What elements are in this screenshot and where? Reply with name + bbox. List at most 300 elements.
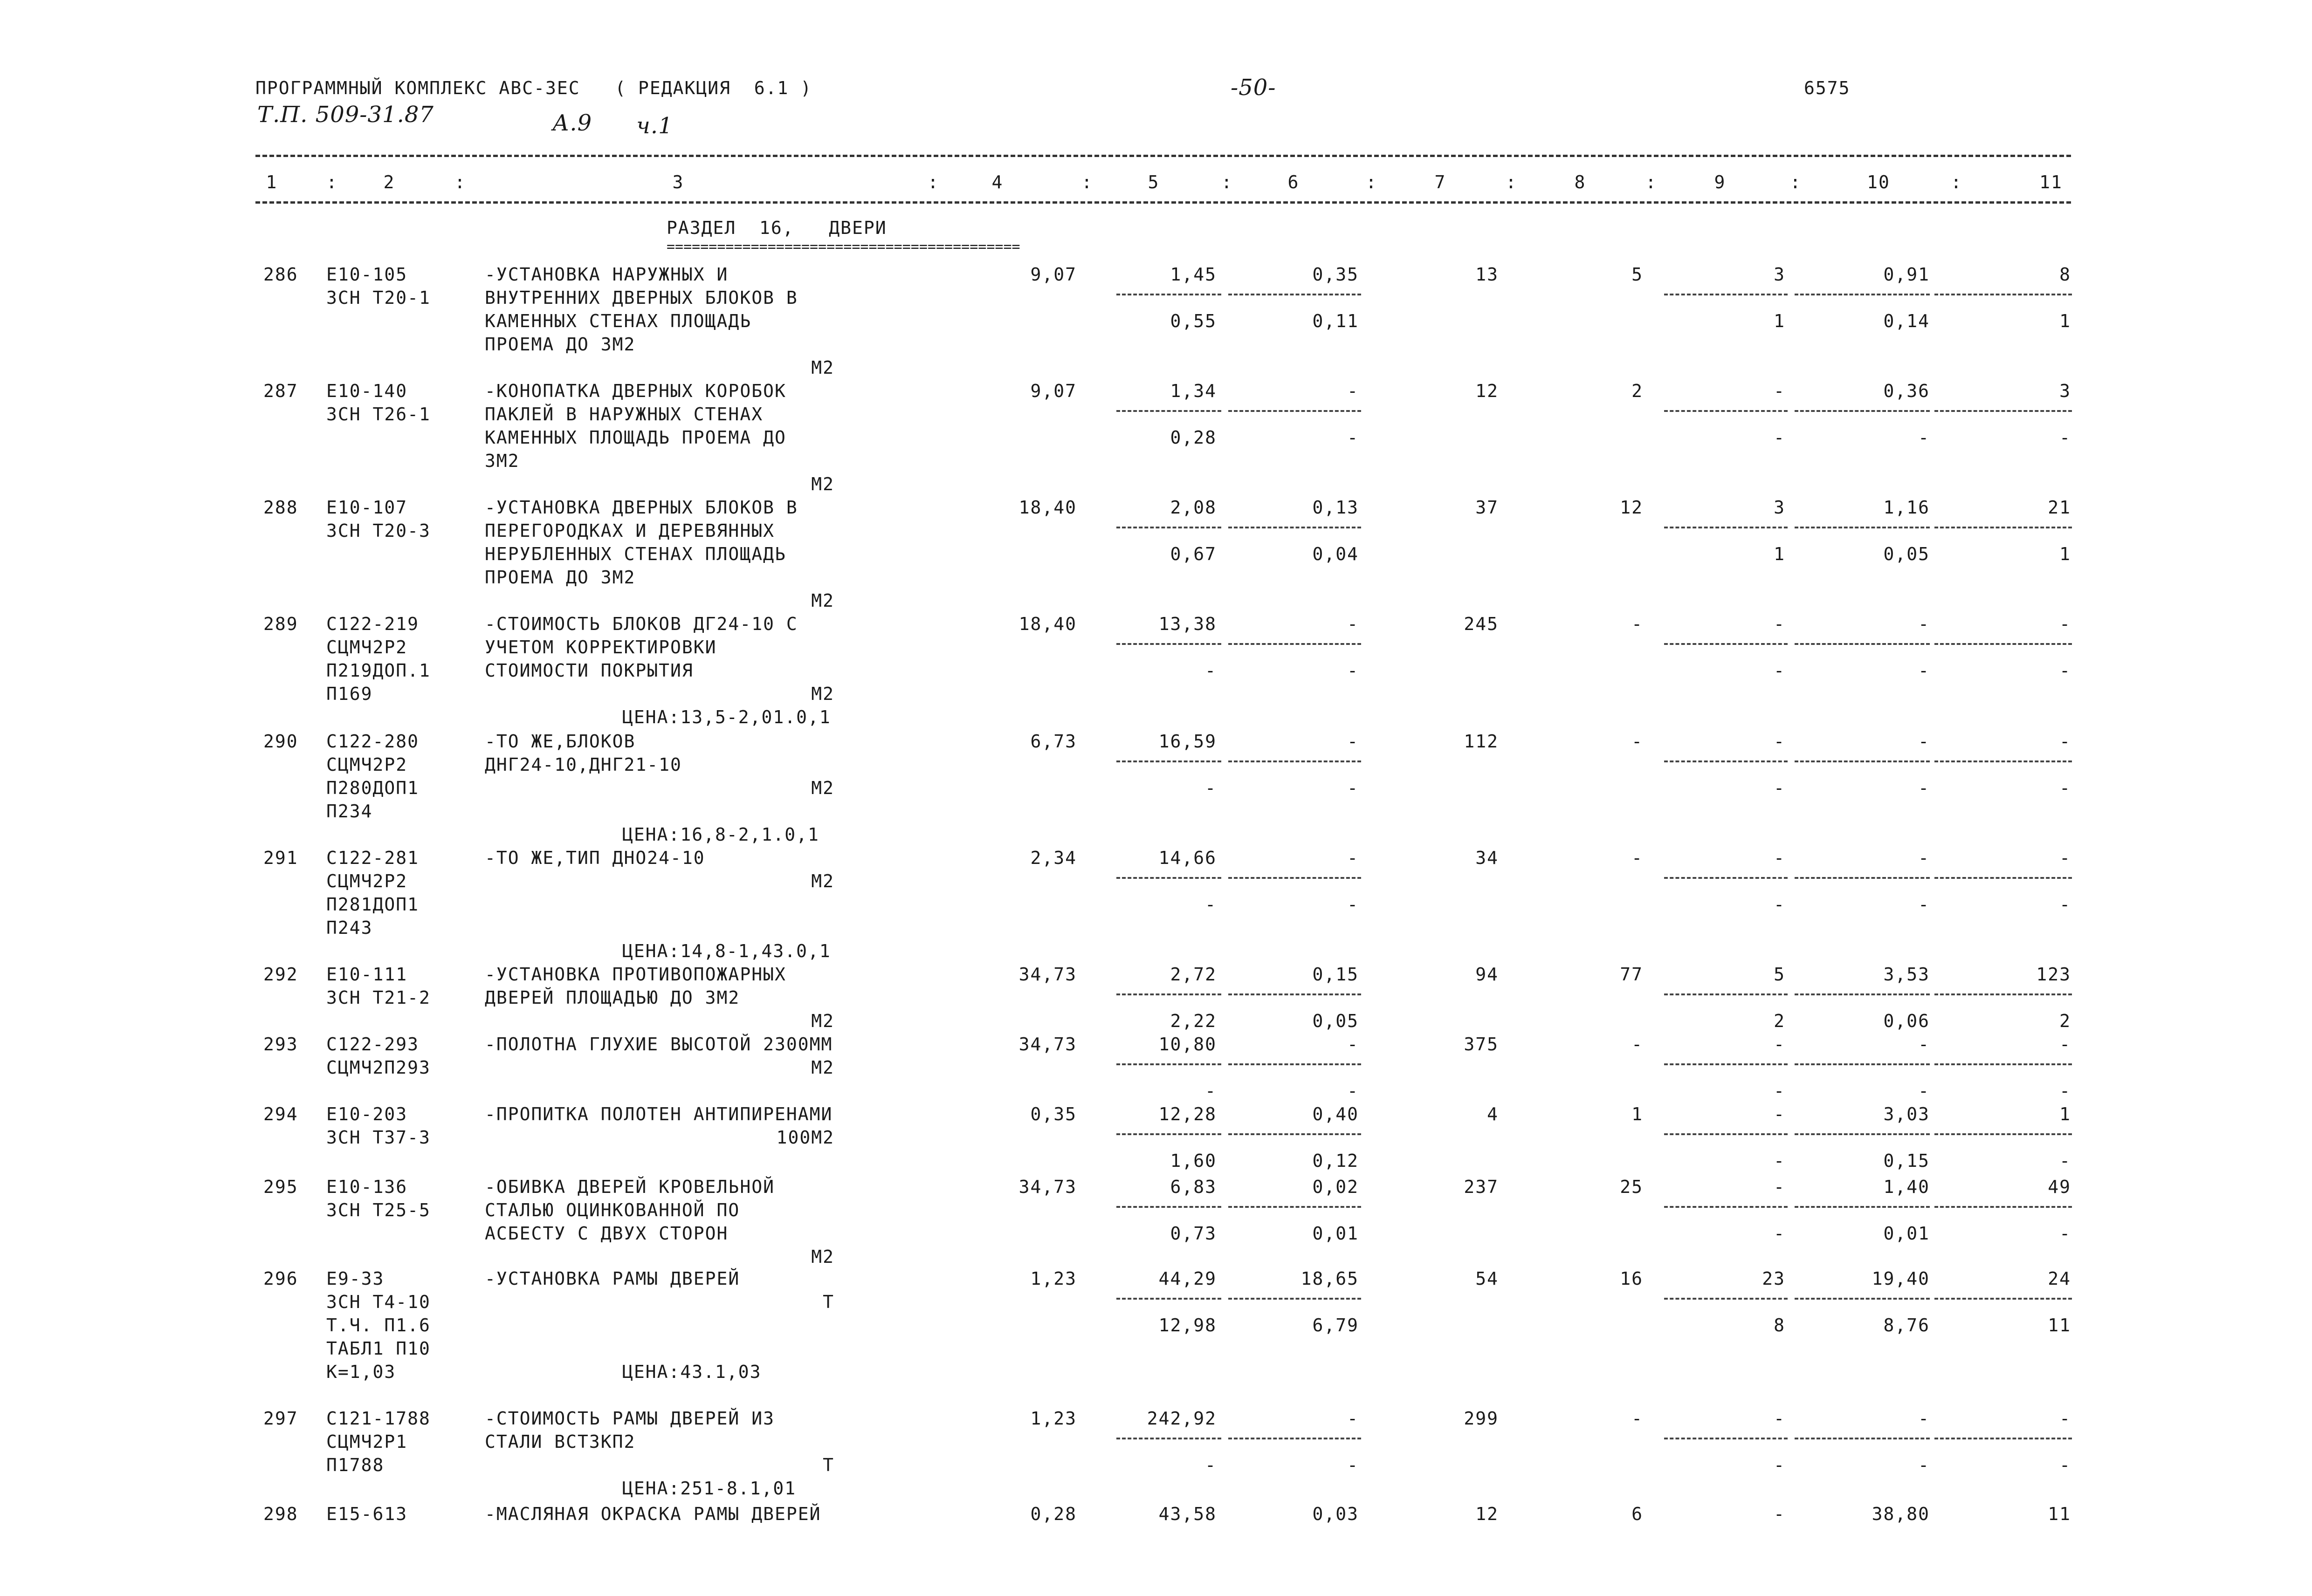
value-c6-top: 0,03 <box>1312 1504 1359 1524</box>
value-c7: 34 <box>1475 848 1499 868</box>
value-c9-bottom: 1 <box>1774 311 1785 331</box>
fraction-rule <box>1795 1298 1930 1300</box>
value-c9-bottom: - <box>1774 427 1785 448</box>
value-c6-top: - <box>1347 614 1359 634</box>
fraction-rule <box>1116 1133 1221 1135</box>
row-number: 288 <box>263 497 298 518</box>
value-c10-top: 3,03 <box>1883 1104 1930 1124</box>
fraction-rule <box>1934 1298 2072 1300</box>
value-c5-top: 6,83 <box>1170 1177 1217 1197</box>
fraction-rule <box>1228 643 1361 645</box>
fraction-rule <box>1116 1063 1221 1065</box>
value-c9-top: 3 <box>1774 497 1785 518</box>
work-description: ВНУТРЕННИХ ДВЕРНЫХ БЛОКОВ В <box>485 288 798 308</box>
value-c8: 12 <box>1620 497 1643 518</box>
value-c11-top: 11 <box>2048 1504 2071 1524</box>
norm-code: П219ДОП.1 <box>326 660 431 681</box>
norm-code: П243 <box>326 918 373 938</box>
value-c10-top: - <box>1918 848 1930 868</box>
fraction-rule <box>1795 1438 1930 1439</box>
fraction-rule <box>1795 1133 1930 1135</box>
work-description: КАМЕННЫХ ПЛОЩАДЬ ПРОЕМА ДО <box>485 427 786 448</box>
fraction-rule <box>1934 1133 2072 1135</box>
norm-code: ЗСН Т21-2 <box>326 987 431 1008</box>
fraction-rule <box>1228 1063 1361 1065</box>
fraction-rule <box>1795 527 1930 528</box>
unit-of-measure: М2 <box>811 1057 834 1078</box>
unit-of-measure: 100М2 <box>776 1127 834 1148</box>
fraction-rule <box>1795 410 1930 412</box>
section-title: РАЗДЕЛ 16, ДВЕРИ <box>667 218 887 238</box>
norm-code: Е10-136 <box>326 1177 408 1197</box>
unit-of-measure: М2 <box>811 871 834 891</box>
value-c11-top: 8 <box>2059 264 2071 285</box>
fraction-rule <box>1228 294 1361 295</box>
value-c6-bottom: - <box>1347 427 1359 448</box>
column-number: 5 <box>1148 172 1160 192</box>
value-c8: - <box>1631 848 1643 868</box>
column-separator: : <box>1506 172 1517 192</box>
norm-code: СЦМЧ2П293 <box>326 1057 431 1078</box>
column-separator: : <box>1951 172 1962 192</box>
value-c4: 34,73 <box>1018 1034 1077 1055</box>
value-c10-bottom: 0,14 <box>1883 311 1930 331</box>
fraction-rule <box>1934 294 2072 295</box>
fraction-rule <box>1664 410 1788 412</box>
value-c6-bottom: 0,04 <box>1312 544 1359 564</box>
unit-of-measure: М2 <box>811 778 834 798</box>
fraction-rule <box>1934 993 2072 995</box>
work-description: -МАСЛЯНАЯ ОКРАСКА РАМЫ ДВЕРЕЙ <box>485 1504 821 1524</box>
fraction-rule <box>1795 1206 1930 1208</box>
value-c6-bottom: - <box>1347 660 1359 681</box>
fraction-rule <box>1116 643 1221 645</box>
norm-code: ЗСН Т4-10 <box>326 1292 431 1312</box>
unit-of-measure: М2 <box>811 1247 834 1267</box>
fraction-rule <box>1795 993 1930 995</box>
value-c11-bottom: - <box>2059 427 2071 448</box>
value-c5-top: 2,08 <box>1170 497 1217 518</box>
value-c8: 25 <box>1620 1177 1643 1197</box>
value-c8: 6 <box>1631 1504 1643 1524</box>
work-description: СТОИМОСТИ ПОКРЫТИЯ <box>485 660 694 681</box>
value-c10-bottom: - <box>1918 660 1930 681</box>
value-c6-bottom: - <box>1347 1081 1359 1101</box>
value-c10-top: 0,36 <box>1883 381 1930 401</box>
work-description: -УСТАНОВКА НАРУЖНЫХ И <box>485 264 729 285</box>
value-c11-top: - <box>2059 1034 2071 1055</box>
fraction-rule <box>1664 877 1788 879</box>
value-c11-top: 1 <box>2059 1104 2071 1124</box>
work-description: 3М2 <box>485 451 520 471</box>
work-description: ПАКЛЕЙ В НАРУЖНЫХ СТЕНАХ <box>485 404 764 425</box>
value-c9-top: - <box>1774 1177 1785 1197</box>
value-c5-top: 1,45 <box>1170 264 1217 285</box>
value-c8: 1 <box>1631 1104 1643 1124</box>
value-c5-bottom: - <box>1205 660 1217 681</box>
row-number: 296 <box>263 1268 298 1289</box>
norm-code: Е9-33 <box>326 1268 385 1289</box>
price-formula: ЦЕНА:43.1,03 <box>622 1362 762 1382</box>
value-c9-top: 5 <box>1774 964 1785 985</box>
value-c6-bottom: 6,79 <box>1312 1315 1359 1336</box>
value-c9-bottom: 8 <box>1774 1315 1785 1336</box>
norm-code: К=1,03 <box>326 1362 396 1382</box>
value-c9-bottom: - <box>1774 1455 1785 1475</box>
norm-code: Т.Ч. П1.6 <box>326 1315 431 1336</box>
work-description: -ТО ЖЕ,ТИП ДНО24-10 <box>485 848 705 868</box>
work-description: КАМЕННЫХ СТЕНАХ ПЛОЩАДЬ <box>485 311 752 331</box>
column-number: 7 <box>1434 172 1446 192</box>
value-c6-bottom: 0,01 <box>1312 1223 1359 1244</box>
value-c4: 34,73 <box>1018 1177 1077 1197</box>
value-c10-top: - <box>1918 1408 1930 1429</box>
row-number: 295 <box>263 1177 298 1197</box>
value-c9-top: - <box>1774 1104 1785 1124</box>
norm-code: Е10-107 <box>326 497 408 518</box>
value-c5-top: 10,80 <box>1158 1034 1217 1055</box>
value-c10-top: 19,40 <box>1872 1268 1930 1289</box>
value-c6-top: - <box>1347 381 1359 401</box>
value-c11-bottom: - <box>2059 1455 2071 1475</box>
value-c5-bottom: - <box>1205 1455 1217 1475</box>
value-c11-bottom: 2 <box>2059 1011 2071 1031</box>
value-c8: 2 <box>1631 381 1643 401</box>
row-number: 292 <box>263 964 298 985</box>
value-c8: 5 <box>1631 264 1643 285</box>
value-c9-top: - <box>1774 848 1785 868</box>
value-c9-top: - <box>1774 614 1785 634</box>
column-separator: : <box>1221 172 1233 192</box>
column-number: 11 <box>2039 172 2063 192</box>
value-c9-top: - <box>1774 381 1785 401</box>
fraction-rule <box>1934 1206 2072 1208</box>
norm-code: Е10-105 <box>326 264 408 285</box>
work-description: ДВЕРЕЙ ПЛОЩАДЬЮ ДО 3М2 <box>485 987 740 1008</box>
unit-of-measure: Т <box>823 1455 834 1475</box>
value-c6-top: 0,13 <box>1312 497 1359 518</box>
value-c5-bottom: 1,60 <box>1170 1151 1217 1171</box>
value-c10-bottom: 8,76 <box>1883 1315 1930 1336</box>
work-description: АСБЕСТУ С ДВУХ СТОРОН <box>485 1223 729 1244</box>
work-description: -КОНОПАТКА ДВЕРНЫХ КОРОБОК <box>485 381 786 401</box>
work-description: -СТОИМОСТЬ БЛОКОВ ДГ24-10 С <box>485 614 798 634</box>
value-c10-top: 1,40 <box>1883 1177 1930 1197</box>
work-description: ДНГ24-10,ДНГ21-10 <box>485 754 682 775</box>
value-c9-bottom: 2 <box>1774 1011 1785 1031</box>
value-c5-bottom: 0,67 <box>1170 544 1217 564</box>
page-number: -50- <box>1231 75 1276 101</box>
value-c5-bottom: 12,98 <box>1158 1315 1217 1336</box>
fraction-rule <box>1664 1298 1788 1300</box>
value-c6-bottom: - <box>1347 894 1359 915</box>
value-c5-bottom: 2,22 <box>1170 1011 1217 1031</box>
column-separator: : <box>1645 172 1657 192</box>
fraction-rule <box>1116 527 1221 528</box>
value-c11-bottom: 1 <box>2059 544 2071 564</box>
value-c11-top: 123 <box>2036 964 2071 985</box>
value-c8: 77 <box>1620 964 1643 985</box>
value-c9-bottom: 1 <box>1774 544 1785 564</box>
work-description: ПРОЕМА ДО 3М2 <box>485 334 636 355</box>
value-c9-bottom: - <box>1774 1151 1785 1171</box>
fraction-rule <box>1934 1438 2072 1439</box>
fraction-rule <box>1116 410 1221 412</box>
value-c9-bottom: - <box>1774 1081 1785 1101</box>
project-id: Т.П. 509-31.87 <box>257 102 434 128</box>
fraction-rule <box>1228 527 1361 528</box>
fraction-rule <box>1934 643 2072 645</box>
column-number: 9 <box>1714 172 1726 192</box>
work-description: -ПОЛОТНА ГЛУХИЕ ВЫСОТОЙ 2300ММ <box>485 1034 833 1055</box>
fraction-rule <box>1795 760 1930 762</box>
value-c9-top: 3 <box>1774 264 1785 285</box>
value-c4: 0,35 <box>1030 1104 1077 1124</box>
value-c10-top: 38,80 <box>1872 1504 1930 1524</box>
value-c9-top: - <box>1774 1504 1785 1524</box>
work-description: НЕРУБЛЕННЫХ СТЕНАХ ПЛОЩАДЬ <box>485 544 786 564</box>
value-c10-bottom: - <box>1918 1081 1930 1101</box>
row-number: 287 <box>263 381 298 401</box>
value-c6-top: - <box>1347 1408 1359 1429</box>
value-c9-top: - <box>1774 1408 1785 1429</box>
fraction-rule <box>1228 877 1361 879</box>
value-c9-bottom: - <box>1774 660 1785 681</box>
value-c7: 299 <box>1464 1408 1499 1429</box>
unit-of-measure: М2 <box>811 684 834 704</box>
value-c8: - <box>1631 731 1643 752</box>
value-c5-top: 242,92 <box>1147 1408 1217 1429</box>
unit-of-measure: М2 <box>811 474 834 494</box>
value-c9-top: - <box>1774 1034 1785 1055</box>
value-c11-bottom: 1 <box>2059 311 2071 331</box>
row-number: 294 <box>263 1104 298 1124</box>
value-c11-top: - <box>2059 614 2071 634</box>
row-number: 297 <box>263 1408 298 1429</box>
value-c9-top: - <box>1774 731 1785 752</box>
fraction-rule <box>1116 1206 1221 1208</box>
fraction-rule <box>1664 760 1788 762</box>
value-c11-bottom: - <box>2059 1081 2071 1101</box>
value-c9-bottom: - <box>1774 778 1785 798</box>
norm-code: П234 <box>326 801 373 822</box>
work-description: -СТОИМОСТЬ РАМЫ ДВЕРЕЙ ИЗ <box>485 1408 775 1429</box>
norm-code: ЗСН Т37-3 <box>326 1127 431 1148</box>
norm-code: П1788 <box>326 1455 385 1475</box>
work-description: ПРОЕМА ДО 3М2 <box>485 567 636 588</box>
value-c11-top: - <box>2059 731 2071 752</box>
norm-code: ЗСН Т25-5 <box>326 1200 431 1220</box>
fraction-rule <box>1116 1298 1221 1300</box>
work-description: УЧЕТОМ КОРРЕКТИРОВКИ <box>485 637 717 658</box>
norm-code: ТАБЛ1 П10 <box>326 1338 431 1359</box>
value-c7: 12 <box>1475 381 1499 401</box>
value-c11-top: 24 <box>2048 1268 2071 1289</box>
unit-of-measure: Т <box>823 1292 834 1312</box>
value-c10-bottom: 0,06 <box>1883 1011 1930 1031</box>
fraction-rule <box>1116 1438 1221 1439</box>
value-c5-top: 2,72 <box>1170 964 1217 985</box>
value-c7: 13 <box>1475 264 1499 285</box>
fraction-rule <box>1116 993 1221 995</box>
column-separator: : <box>1366 172 1377 192</box>
value-c8: - <box>1631 1408 1643 1429</box>
value-c7: 12 <box>1475 1504 1499 1524</box>
value-c4: 6,73 <box>1030 731 1077 752</box>
value-c4: 2,34 <box>1030 848 1077 868</box>
row-number: 293 <box>263 1034 298 1055</box>
value-c5-top: 12,28 <box>1158 1104 1217 1124</box>
column-number: 4 <box>991 172 1004 192</box>
column-number: 10 <box>1867 172 1890 192</box>
fraction-rule <box>1116 877 1221 879</box>
value-c10-bottom: - <box>1918 427 1930 448</box>
fraction-rule <box>1795 1063 1930 1065</box>
value-c11-top: 3 <box>2059 381 2071 401</box>
fraction-rule <box>1934 760 2072 762</box>
norm-code: С122-219 <box>326 614 420 634</box>
norm-code: П281ДОП1 <box>326 894 420 915</box>
header-rule-top <box>255 155 2071 157</box>
value-c5-bottom: 0,73 <box>1170 1223 1217 1244</box>
norm-code: Е10-203 <box>326 1104 408 1124</box>
fraction-rule <box>1228 1206 1361 1208</box>
value-c5-bottom: - <box>1205 778 1217 798</box>
value-c7: 375 <box>1464 1034 1499 1055</box>
value-c10-top: 0,91 <box>1883 264 1930 285</box>
value-c10-bottom: - <box>1918 1455 1930 1475</box>
value-c5-top: 44,29 <box>1158 1268 1217 1289</box>
norm-code: П280ДОП1 <box>326 778 420 798</box>
value-c11-bottom: 11 <box>2048 1315 2071 1336</box>
value-c5-bottom: 0,28 <box>1170 427 1217 448</box>
value-c6-top: 0,40 <box>1312 1104 1359 1124</box>
value-c10-top: - <box>1918 1034 1930 1055</box>
value-c5-top: 1,34 <box>1170 381 1217 401</box>
value-c11-bottom: - <box>2059 1223 2071 1244</box>
value-c10-top: 1,16 <box>1883 497 1930 518</box>
work-description: -УСТАНОВКА РАМЫ ДВЕРЕЙ <box>485 1268 740 1289</box>
value-c8: 16 <box>1620 1268 1643 1289</box>
fraction-rule <box>1664 294 1788 295</box>
value-c10-top: - <box>1918 731 1930 752</box>
value-c10-bottom: - <box>1918 894 1930 915</box>
value-c7: 245 <box>1464 614 1499 634</box>
fraction-rule <box>1934 410 2072 412</box>
work-description: -ОБИВКА ДВЕРЕЙ КРОВЕЛЬНОЙ <box>485 1177 775 1197</box>
work-description: -ТО ЖЕ,БЛОКОВ <box>485 731 636 752</box>
section-underline: ========================================== <box>667 239 1020 255</box>
work-description: СТАЛИ ВСТ3КП2 <box>485 1432 636 1452</box>
value-c7: 112 <box>1464 731 1499 752</box>
value-c6-top: - <box>1347 731 1359 752</box>
value-c4: 1,23 <box>1030 1408 1077 1429</box>
value-c11-bottom: - <box>2059 778 2071 798</box>
value-c5-bottom: - <box>1205 1081 1217 1101</box>
value-c10-bottom: 0,15 <box>1883 1151 1930 1171</box>
value-c7: 4 <box>1487 1104 1499 1124</box>
work-description: СТАЛЬЮ ОЦИНКОВАННОЙ ПО <box>485 1200 740 1220</box>
fraction-rule <box>1664 1438 1788 1439</box>
row-number: 291 <box>263 848 298 868</box>
fraction-rule <box>1664 643 1788 645</box>
row-number: 286 <box>263 264 298 285</box>
column-number: 3 <box>672 172 684 192</box>
fraction-rule <box>1795 877 1930 879</box>
column-number: 6 <box>1287 172 1300 192</box>
value-c5-top: 13,38 <box>1158 614 1217 634</box>
norm-code: С122-293 <box>326 1034 420 1055</box>
value-c5-top: 16,59 <box>1158 731 1217 752</box>
value-c7: 37 <box>1475 497 1499 518</box>
value-c10-bottom: 0,01 <box>1883 1223 1930 1244</box>
price-formula: ЦЕНА:14,8-1,43.0,1 <box>622 941 831 961</box>
fraction-rule <box>1934 877 2072 879</box>
value-c6-bottom: 0,05 <box>1312 1011 1359 1031</box>
header-rule-bottom <box>255 201 2071 204</box>
value-c4: 18,40 <box>1018 497 1077 518</box>
value-c11-top: - <box>2059 848 2071 868</box>
value-c6-top: 0,02 <box>1312 1177 1359 1197</box>
value-c4: 18,40 <box>1018 614 1077 634</box>
value-c6-top: - <box>1347 848 1359 868</box>
value-c9-bottom: - <box>1774 894 1785 915</box>
fraction-rule <box>1664 993 1788 995</box>
value-c4: 34,73 <box>1018 964 1077 985</box>
value-c7: 54 <box>1475 1268 1499 1289</box>
unit-of-measure: М2 <box>811 357 834 378</box>
fraction-rule <box>1795 294 1930 295</box>
fraction-rule <box>1664 1133 1788 1135</box>
norm-code: Е10-140 <box>326 381 408 401</box>
column-number: 2 <box>383 172 395 192</box>
column-number: 1 <box>266 172 278 192</box>
fraction-rule <box>1228 1298 1361 1300</box>
fraction-rule <box>1664 1063 1788 1065</box>
norm-code: П169 <box>326 684 373 704</box>
price-formula: ЦЕНА:16,8-2,1.0,1 <box>622 824 819 845</box>
work-description: ПЕРЕГОРОДКАХ И ДЕРЕВЯННЫХ <box>485 521 775 541</box>
value-c6-bottom: 0,11 <box>1312 311 1359 331</box>
norm-code: С122-280 <box>326 731 420 752</box>
price-formula: ЦЕНА:251-8.1,01 <box>622 1478 797 1499</box>
fraction-rule <box>1664 1206 1788 1208</box>
norm-code: ЗСН Т20-1 <box>326 288 431 308</box>
column-number: 8 <box>1574 172 1586 192</box>
value-c9-top: 23 <box>1762 1268 1785 1289</box>
fraction-rule <box>1664 527 1788 528</box>
norm-code: СЦМЧ2Р2 <box>326 754 408 775</box>
column-separator: : <box>1790 172 1802 192</box>
value-c6-bottom: - <box>1347 1455 1359 1475</box>
column-separator: : <box>454 172 466 192</box>
norm-code: Е10-111 <box>326 964 408 985</box>
fraction-rule <box>1795 643 1930 645</box>
value-c9-bottom: - <box>1774 1223 1785 1244</box>
value-c5-bottom: - <box>1205 894 1217 915</box>
norm-code: С121-1788 <box>326 1408 431 1429</box>
document-code: 6575 <box>1804 78 1851 98</box>
work-description: -ПРОПИТКА ПОЛОТЕН АНТИПИРЕНАМИ <box>485 1104 833 1124</box>
unit-of-measure: М2 <box>811 1011 834 1031</box>
fraction-rule <box>1934 1063 2072 1065</box>
value-c11-bottom: - <box>2059 894 2071 915</box>
value-c10-bottom: 0,05 <box>1883 544 1930 564</box>
value-c4: 9,07 <box>1030 264 1077 285</box>
value-c6-top: - <box>1347 1034 1359 1055</box>
price-formula: ЦЕНА:13,5-2,01.0,1 <box>622 707 831 727</box>
norm-code: СЦМЧ2Р2 <box>326 871 408 891</box>
